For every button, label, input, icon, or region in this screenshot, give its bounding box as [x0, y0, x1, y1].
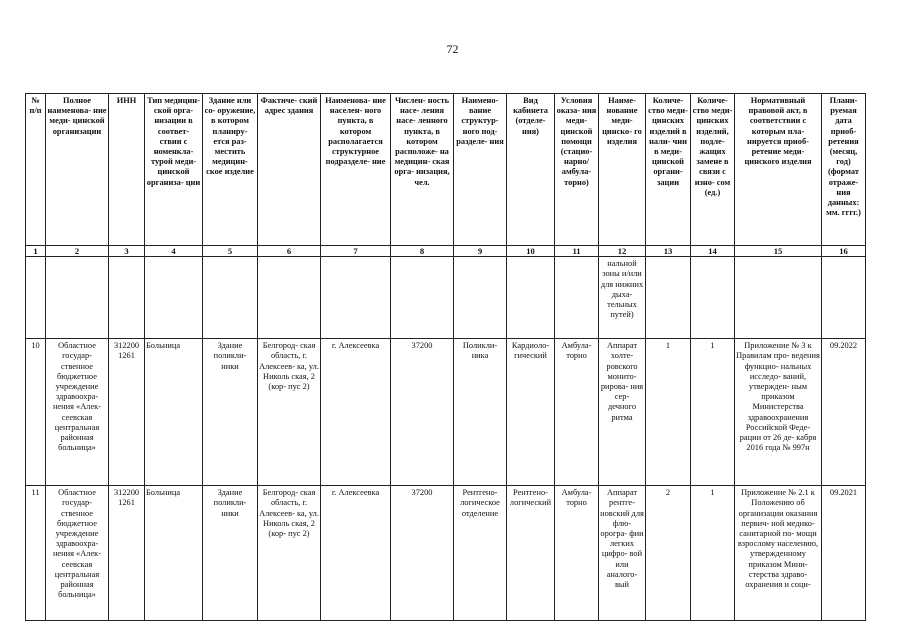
- page-number: 72: [446, 42, 459, 56]
- device-name: Аппарат холте- ровского монито- рирова- ния сер- дечного ритма: [599, 339, 646, 486]
- empty-cell: [258, 257, 321, 339]
- col-header-conditions: Условия оказа- ния меди- цинской помощи (стацио- нарно/ амбула- торно): [555, 94, 599, 246]
- col-header-cabinet: Вид кабинета (отделе- ния): [507, 94, 555, 246]
- column-number: 1: [26, 246, 46, 257]
- empty-cell: [391, 257, 454, 339]
- legal-act: Приложение № 2.1 к Положению об организации оказания первич- ной медико- санитарной по- мощи взрослому населению, утвержденному приказом Мини- стерства здраво- охранения и соци-: [735, 486, 822, 621]
- cabinet-type: Кардиоло- гический: [507, 339, 555, 486]
- empty-cell: [321, 257, 391, 339]
- col-header-qty-replace: Количе- ство меди- цинских изделий, подле- жащих замене в связи с изно- сом (ед.): [691, 94, 735, 246]
- col-header-org: Полное наименова- ние меди- цинской организации: [46, 94, 109, 246]
- table-row: [26, 339, 866, 486]
- registry-table: [25, 93, 866, 621]
- organization-name: Областное государ- ственное бюджетное учреждение здравоохра- нения «Алек- сеевская центральная районная больница»: [46, 486, 109, 621]
- column-number: 15: [735, 246, 822, 257]
- col-header-qty-have: Количе- ство меди- цинских изделий в нали- чии в меди- цинской органи- зации: [646, 94, 691, 246]
- column-number: 7: [321, 246, 391, 257]
- column-number: 11: [555, 246, 599, 257]
- col-header-address: Фактиче- ский адрес здания: [258, 94, 321, 246]
- col-header-subdivision: Наимено- вание структур- ного под- разделе- ния: [454, 94, 507, 246]
- qty-replace: 1: [691, 339, 735, 486]
- care-conditions: Амбула- торно: [555, 486, 599, 621]
- column-number: 12: [599, 246, 646, 257]
- column-number: 5: [203, 246, 258, 257]
- col-header-num: № п/п: [26, 94, 46, 246]
- column-number: 4: [145, 246, 203, 257]
- empty-cell: [555, 257, 599, 339]
- empty-cell: [691, 257, 735, 339]
- qty-replace: 1: [691, 486, 735, 621]
- column-number: 14: [691, 246, 735, 257]
- locality: г. Алексеевка: [321, 339, 391, 486]
- column-number: 10: [507, 246, 555, 257]
- column-number: 16: [822, 246, 866, 257]
- continuation-row: [26, 257, 866, 339]
- organization-name: Областное государ- ственное бюджетное учреждение здравоохра- нения «Алек- сеевская центральная районная больница»: [46, 339, 109, 486]
- row-number: 10: [26, 339, 46, 486]
- address: Белгород- ская область, г. Алексеев- ка, ул. Николь ская, 2 (кор- пус 2): [258, 486, 321, 621]
- header-row: [26, 94, 866, 246]
- empty-cell: [46, 257, 109, 339]
- legal-act: Приложение № 3 к Правилам про- ведения функцио- нальных исследо- ваний, утвержден- ным приказом Министерства здравоохранения Российской Феде- рации от 26 де- кабря 2016 года № 997н: [735, 339, 822, 486]
- col-header-inn: ИНН: [109, 94, 145, 246]
- population: 37200: [391, 486, 454, 621]
- empty-cell: [203, 257, 258, 339]
- row-number: 11: [26, 486, 46, 621]
- col-header-type: Тип медицин- ской орга- низации в соответ- ствии с номенкла- турой меди- цинской организа- ции: [145, 94, 203, 246]
- qty-available: 1: [646, 339, 691, 486]
- empty-cell: [735, 257, 822, 339]
- empty-cell: [822, 257, 866, 339]
- empty-cell: [26, 257, 46, 339]
- purchase-date: 09.2022: [822, 339, 866, 486]
- org-type: Больница: [145, 486, 203, 621]
- empty-cell: [507, 257, 555, 339]
- empty-cell: [109, 257, 145, 339]
- device-name: Аппарат рентге- новский для флю- орогра- фии легких цифро- вой или аналого- вый: [599, 486, 646, 621]
- qty-available: 2: [646, 486, 691, 621]
- building: Здание поликли- ники: [203, 339, 258, 486]
- continued-device-cell: нальной зоны и/или для нижних дыха- тельных путей): [599, 257, 646, 339]
- locality: г. Алексеевка: [321, 486, 391, 621]
- cabinet-type: Рентгено- логический: [507, 486, 555, 621]
- empty-cell: [454, 257, 507, 339]
- purchase-date: 09.2021: [822, 486, 866, 621]
- org-type: Больница: [145, 339, 203, 486]
- building: Здание поликли- ники: [203, 486, 258, 621]
- subdivision: Рентгено- логическое отделение: [454, 486, 507, 621]
- col-header-population: Числен- ность насе- ления насе- ленного пункта, в котором расположе- на медицин- ская орга- низация, чел.: [391, 94, 454, 246]
- subdivision: Поликли- ника: [454, 339, 507, 486]
- inn-value: 312200 1261: [109, 339, 145, 486]
- population: 37200: [391, 339, 454, 486]
- empty-cell: [646, 257, 691, 339]
- column-number: 8: [391, 246, 454, 257]
- column-number: 13: [646, 246, 691, 257]
- col-header-act: Нормативный правовой акт, в соответствии с которым пла- нируется приоб- ретение меди- цинского изделия: [735, 94, 822, 246]
- col-header-device: Наиме- нование меди- цинско- го изделия: [599, 94, 646, 246]
- column-number-row: [26, 246, 866, 257]
- column-number: 3: [109, 246, 145, 257]
- column-number: 6: [258, 246, 321, 257]
- col-header-date: Плани- руемая дата приоб- ретения (месяц, год) (формат отраже- ния данных: мм. гггг.): [822, 94, 866, 246]
- care-conditions: Амбула- торно: [555, 339, 599, 486]
- column-number: 2: [46, 246, 109, 257]
- column-number: 9: [454, 246, 507, 257]
- table-row: [26, 486, 866, 621]
- col-header-building: Здание или со- оружение, в котором планиру- ется раз- местить медицин- ское изделие: [203, 94, 258, 246]
- empty-cell: [145, 257, 203, 339]
- inn-value: 312200 1261: [109, 486, 145, 621]
- col-header-locality: Наименова- ние населен- ного пункта, в котором располагается структурное подразделе- ние: [321, 94, 391, 246]
- address: Белгород- ская область, г. Алексеев- ка, ул. Николь ская, 2 (кор- пус 2): [258, 339, 321, 486]
